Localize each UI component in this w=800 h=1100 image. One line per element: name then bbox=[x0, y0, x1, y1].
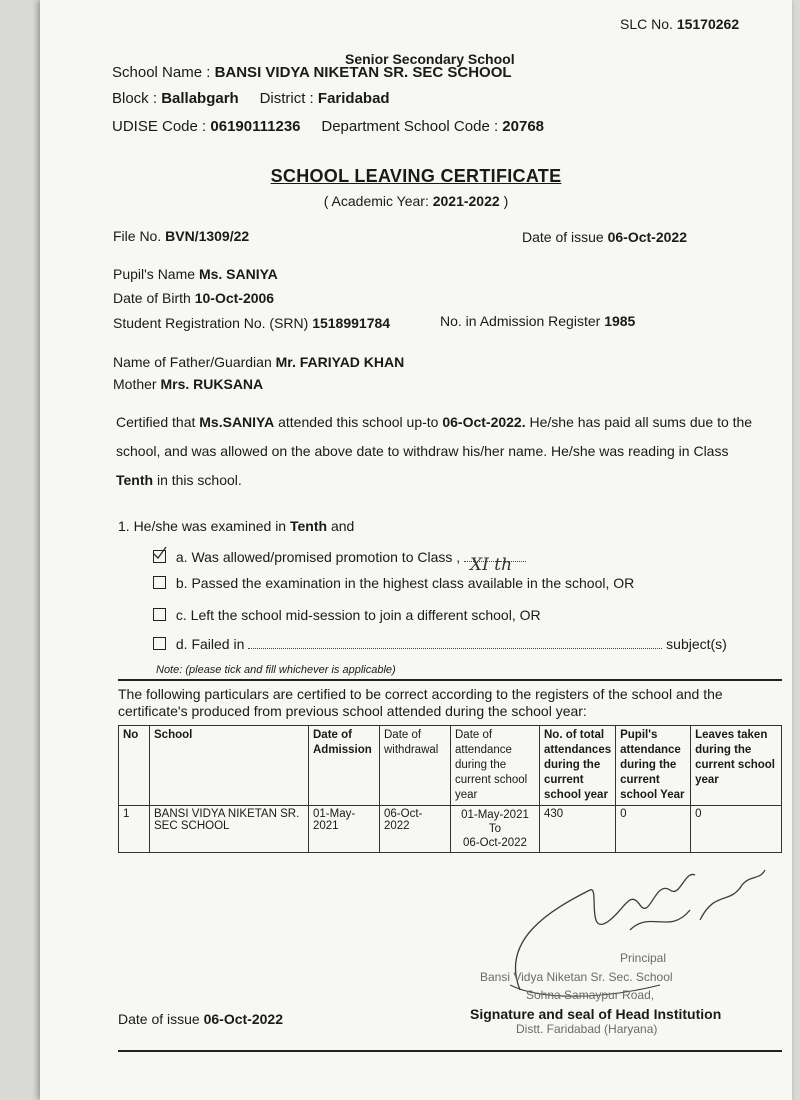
certificate-paragraph: Certified that Ms.SANIYA attended this school up-to 06-Oct-2022. He/she has paid all sums due to the school, and was allowed on the above date to withdraw his/her name. He/she was reading in Class Tenth in this school. bbox=[116, 414, 753, 488]
date-of-issue-bottom: Date of issue 06-Oct-2022 bbox=[118, 1011, 283, 1027]
option-b: b. Passed the examination in the highest class available in the school, OR bbox=[153, 575, 634, 591]
header-no: No bbox=[119, 726, 150, 806]
cell-withdrawal: 06-Oct-2022 bbox=[380, 806, 451, 853]
certificate-sheet bbox=[40, 0, 792, 1100]
header-school: School bbox=[150, 726, 309, 806]
stamp-line-2: Bansi Vidya Niketan Sr. Sec. School bbox=[480, 970, 673, 984]
stamp-line-1: Principal bbox=[620, 951, 667, 965]
udise-code: UDISE Code : 06190111236 Department School Code : 20768 bbox=[112, 118, 545, 135]
option-d: d. Failed in subject(s) bbox=[153, 636, 727, 652]
option-a-checkbox[interactable] bbox=[153, 550, 166, 563]
tick-note: Note: (please tick and fill whichever is applicable) bbox=[156, 664, 396, 676]
cell-total: 430 bbox=[540, 806, 616, 853]
header-withdrawal: Date of withdrawal bbox=[380, 726, 451, 806]
cell-school: BANSI VIDYA NIKETAN SR. SEC SCHOOL bbox=[150, 806, 309, 853]
date-of-birth: Date of Birth 10-Oct-2006 bbox=[113, 290, 275, 306]
admission-register: No. in Admission Register 1985 bbox=[440, 313, 636, 329]
stamp-line-3: Sohna Samaypur Road, bbox=[526, 988, 655, 1002]
option-d-checkbox[interactable] bbox=[153, 637, 166, 650]
pupil-name: Pupil's Name Ms. SANIYA bbox=[113, 266, 278, 282]
divider-top bbox=[118, 679, 782, 681]
cell-attendance-dates: 01-May-2021 To 06-Oct-2022 bbox=[451, 806, 540, 853]
stamp-line-4: Distt. Faridabad (Haryana) bbox=[516, 1022, 658, 1036]
block-district: Block : Ballabgarh District : Faridabad bbox=[112, 90, 390, 107]
school-name: School Name : BANSI VIDYA NIKETAN SR. SEC SCHOOL bbox=[112, 64, 512, 81]
cell-admission: 01-May-2021 bbox=[309, 806, 380, 853]
date-of-issue-top: Date of issue 06-Oct-2022 bbox=[522, 229, 687, 245]
cell-leaves: 0 bbox=[691, 806, 782, 853]
cell-pupil: 0 bbox=[616, 806, 691, 853]
header-leaves: Leaves taken during the current school year bbox=[691, 726, 782, 806]
father-guardian: Name of Father/Guardian Mr. FARIYAD KHAN bbox=[113, 354, 405, 370]
option-b-checkbox[interactable] bbox=[153, 576, 166, 589]
header-pupil-attendance: Pupil's attendance during the current school Year bbox=[616, 726, 691, 806]
option-a: a. Was allowed/promised promotion to Class , XI th bbox=[153, 549, 526, 565]
certificate-title: SCHOOL LEAVING CERTIFICATE bbox=[270, 166, 562, 186]
exam-statement: 1. He/she was examined in Tenth and bbox=[118, 518, 355, 534]
attendance-table bbox=[118, 725, 782, 853]
student-registration: Student Registration No. (SRN) 1518991784 bbox=[113, 315, 391, 331]
tick-mark-icon bbox=[152, 545, 168, 561]
slc-number: SLC No. 15170262 bbox=[620, 16, 740, 32]
table-row bbox=[119, 806, 782, 853]
file-number: File No. BVN/1309/22 bbox=[113, 228, 250, 244]
option-c: c. Left the school mid-session to join a different school, OR bbox=[153, 607, 541, 623]
handwritten-class: XI th bbox=[470, 555, 513, 575]
header-admission: Date of Admission bbox=[309, 726, 380, 806]
particulars-statement: The following particulars are certified to be correct according to the registers of the school and the certificate's produced from previous school attended during the school year: bbox=[118, 686, 723, 719]
school-type: Senior Secondary School bbox=[345, 51, 515, 67]
table-header-row bbox=[119, 726, 782, 806]
divider-bottom bbox=[118, 1050, 782, 1052]
mother-name: Mother Mrs. RUKSANA bbox=[113, 376, 264, 392]
academic-year: ( Academic Year: 2021-2022 ) bbox=[323, 193, 509, 209]
signature-label: Signature and seal of Head Institution bbox=[470, 1006, 722, 1022]
header-total-attendances: No. of total attendances during the current school year bbox=[540, 726, 616, 806]
cell-no: 1 bbox=[119, 806, 150, 853]
header-attendance-dates: Date of attendance during the current school year bbox=[451, 726, 540, 806]
option-c-checkbox[interactable] bbox=[153, 608, 166, 621]
failed-subjects-blank bbox=[248, 648, 662, 649]
